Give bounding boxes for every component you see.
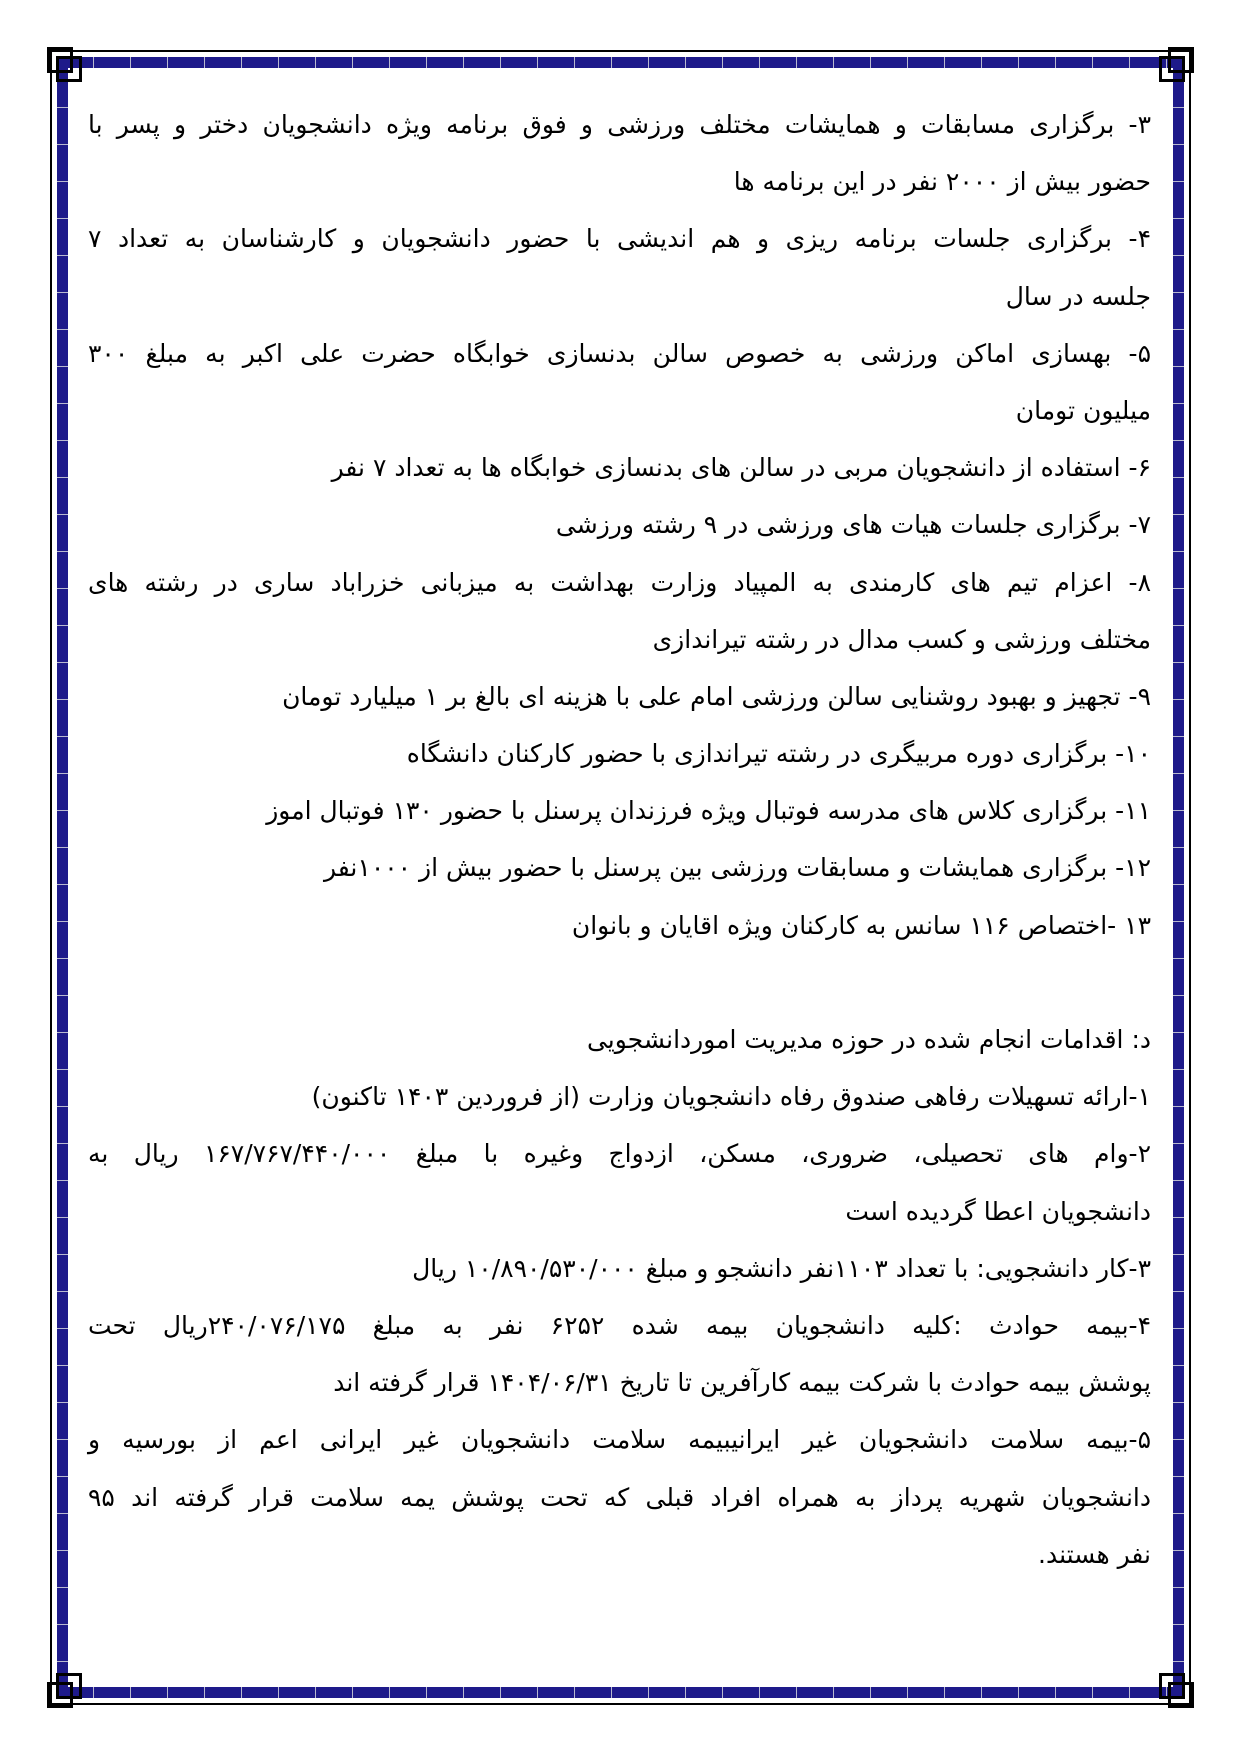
text-line: ۴- برگزاری جلسات برنامه ریزی و هم اندیشی با حضور دانشجویان و کارشناسان به تعداد ۷ — [88, 224, 1151, 254]
blank-line — [88, 954, 1151, 1011]
text-line: ۱۱- برگزاری کلاس های مدرسه فوتبال ویژه فرزندان پرسنل با حضور ۱۳۰ فوتبال اموز — [266, 796, 1151, 826]
text-line: ۹- تجهیز و بهبود روشنایی سالن ورزشی امام علی با هزینه ای بالغ بر ۱ میلیارد تومان — [282, 681, 1151, 711]
page-border-band-bottom — [57, 1687, 1184, 1698]
text-line: ۱۲- برگزاری همایشات و مسابقات ورزشی بین پرسنل با حضور بیش از ۱۰۰۰نفر — [323, 853, 1151, 883]
text-line: ۴-بیمه حوادث :کلیه دانشجویان بیمه شده ۶۲۵۲ نفر به مبلغ ۲۴۰/۰۷۶/۱۷۵ریال تحت — [88, 1310, 1151, 1340]
section-heading: د: اقدامات انجام شده در حوزه مدیریت اموردانشجویی — [586, 1025, 1151, 1054]
border-corner-ornament — [1159, 56, 1185, 82]
text-line: ۳-کار دانشجویی: با تعداد ۱۱۰۳نفر دانشجو و مبلغ ۱۰/۸۹۰/۵۳۰/۰۰۰ ریال — [412, 1253, 1151, 1283]
text-line: نفر هستند. — [1038, 1539, 1151, 1569]
text-line: ۱۰- برگزاری دوره مربیگری در رشته تیراندازی با حضور کارکنان دانشگاه — [406, 739, 1151, 769]
border-corner-ornament — [56, 1673, 82, 1699]
page-border-band-right — [1173, 57, 1184, 1698]
text-line: دانشجویان اعطا گردیده است — [845, 1196, 1151, 1226]
border-corner-ornament — [56, 56, 82, 82]
text-line: پوشش بیمه حوادث با شرکت بیمه کارآفرین تا تاریخ ۱۴۰۴/۰۶/۳۱ قرار گرفته اند — [333, 1368, 1151, 1398]
text-line: مختلف ورزشی و کسب مدال در رشته تیراندازی — [652, 624, 1151, 654]
page-border-band-left — [57, 57, 68, 1698]
text-line: حضور بیش از ۲۰۰۰ نفر در این برنامه ها — [733, 167, 1151, 197]
border-corner-ornament — [1159, 1673, 1185, 1699]
text-line: ۲-وام های تحصیلی، ضروری، مسکن، ازدواج وغیره با مبلغ ۱۶۷/۷۶۷/۴۴۰/۰۰۰ ریال به — [88, 1139, 1151, 1169]
text-line: ۷- برگزاری جلسات هیات های ورزشی در ۹ رشته ورزشی — [555, 510, 1151, 540]
text-line: ۶- استفاده از دانشجویان مربی در سالن های بدنسازی خوابگاه ها به تعداد ۷ نفر — [331, 453, 1151, 483]
text-line: ۵-بیمه سلامت دانشجویان غیر ایرانیبیمه سلامت دانشجویان غیر ایرانی اعم از بورسیه و — [88, 1425, 1151, 1455]
text-line: دانشجویان شهریه پرداز به همراه افراد قبلی که تحت پوشش یمه سلامت قرار گرفته اند ۹۵ — [88, 1482, 1151, 1512]
text-line: ۸- اعزام تیم های کارمندی به المپیاد وزارت بهداشت به میزبانی خزراباد ساری در رشته های — [88, 567, 1151, 597]
text-line: جلسه در سال — [1005, 281, 1151, 311]
page-content — [88, 96, 1151, 1583]
text-line: میلیون تومان — [1015, 395, 1151, 425]
text-line: ۵- بهسازی اماکن ورزشی به خصوص سالن بدنسازی خوابگاه حضرت علی اکبر به مبلغ ۳۰۰ — [88, 338, 1151, 368]
text-line: ۱-ارائه تسهیلات رفاهی صندوق رفاه دانشجویان وزارت (از فروردین ۱۴۰۳ تاکنون) — [311, 1082, 1151, 1112]
page-border-band-top — [57, 57, 1184, 68]
text-line: ۱۳ -اختصاص ۱۱۶ سانس به کارکنان ویژه اقایان و بانوان — [571, 910, 1151, 940]
text-line: ۳- برگزاری مسابقات و همایشات مختلف ورزشی و فوق برنامه ویژه دانشجویان دختر و پسر با — [88, 110, 1151, 139]
